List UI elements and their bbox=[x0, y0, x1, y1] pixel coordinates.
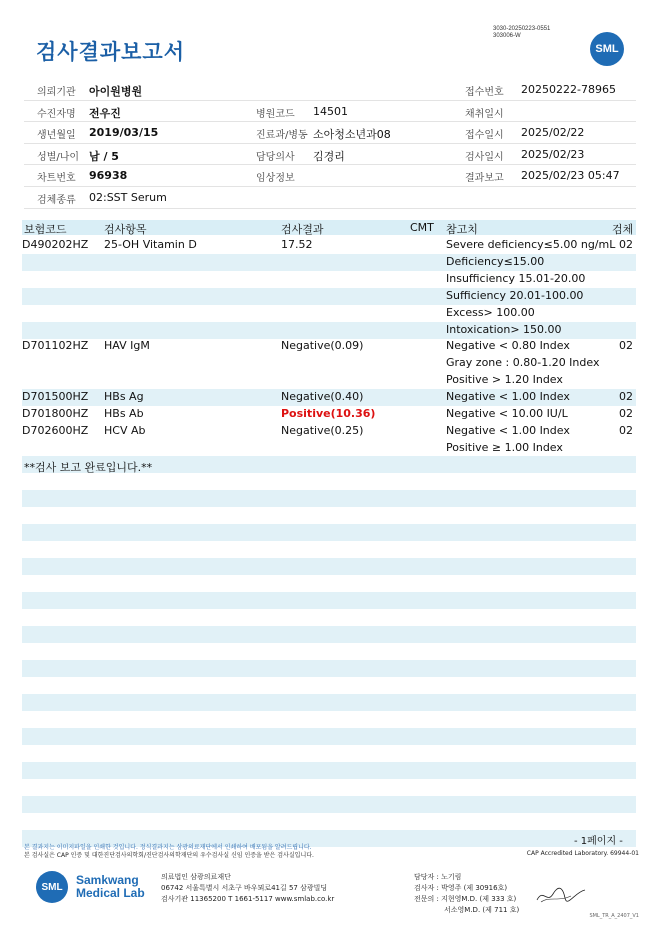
document-code-1: 3030-20250223-0551 bbox=[493, 26, 551, 32]
cell-reference: Positive ≥ 1.00 Index bbox=[446, 440, 563, 454]
dept-value: 소아청소년과08 bbox=[313, 128, 391, 142]
table-stripe bbox=[22, 660, 636, 677]
info-row bbox=[24, 79, 636, 101]
header-cmt: CMT bbox=[410, 221, 434, 234]
table-stripe bbox=[22, 626, 636, 643]
receipt-no-label: 접수번호 bbox=[465, 87, 504, 98]
collect-date-label: 채취일시 bbox=[465, 108, 504, 120]
sex-age-label: 성별/나이 bbox=[37, 151, 80, 163]
lab-staff bbox=[414, 872, 519, 916]
dept-label: 진료과/병동 bbox=[256, 130, 308, 142]
table-stripe bbox=[22, 592, 636, 609]
results-table-header bbox=[22, 220, 636, 235]
specimen-label: 검체종류 bbox=[37, 194, 76, 206]
lab-address bbox=[161, 872, 334, 905]
footer-sml-logo: SML bbox=[36, 871, 68, 903]
page-number: - 1페이지 - bbox=[574, 836, 623, 847]
doctor-label: 담당의사 bbox=[256, 151, 295, 163]
document-code bbox=[493, 26, 550, 40]
staff-line: 검사자 : 박영주 (제 30916호) bbox=[414, 884, 508, 892]
cell-code: D701500HZ bbox=[22, 390, 89, 404]
lab-name-line-1: Samkwang bbox=[76, 873, 139, 887]
cell-item: 25-OH Vitamin D bbox=[104, 238, 197, 251]
hospital-code-value: 14501 bbox=[313, 104, 348, 118]
info-row bbox=[24, 165, 636, 187]
receipt-date-value: 2025/02/22 bbox=[521, 126, 585, 140]
table-stripe bbox=[22, 728, 636, 745]
receipt-no-value: 20250222-78965 bbox=[521, 83, 616, 96]
cell-result: Negative(0.40) bbox=[281, 390, 364, 404]
staff-line: 서소영M.D. (제 711 호) bbox=[444, 906, 520, 914]
specimen-value: 02:SST Serum bbox=[89, 190, 167, 204]
institution-label: 의뢰기관 bbox=[37, 87, 76, 98]
cell-specimen: 02 bbox=[619, 339, 633, 353]
clinical-label: 임상정보 bbox=[256, 173, 295, 185]
cell-specimen: 02 bbox=[619, 238, 633, 251]
cell-specimen: 02 bbox=[619, 407, 633, 420]
lab-contact: 검사기관 11365200 T 1661-5117 www.smlab.co.kr bbox=[161, 895, 335, 903]
cell-reference: Deficiency≤15.00 bbox=[446, 254, 545, 268]
staff-line: 담당자 : 노기림 bbox=[414, 873, 462, 881]
cell-reference: Excess> 100.00 bbox=[446, 305, 535, 319]
table-stripe bbox=[22, 762, 636, 779]
cell-code: D490202HZ bbox=[22, 238, 89, 251]
report-complete-note: **검사 보고 완료입니다.** bbox=[24, 461, 153, 474]
table-stripe bbox=[22, 694, 636, 711]
cell-specimen: 02 bbox=[619, 390, 633, 404]
cell-code: D702600HZ bbox=[22, 423, 89, 437]
info-row bbox=[24, 101, 636, 123]
table-stripe bbox=[22, 524, 636, 541]
cell-result: Negative(0.09) bbox=[281, 339, 364, 353]
header-result: 검사결과 bbox=[281, 223, 324, 236]
test-date-label: 검사일시 bbox=[465, 151, 504, 163]
document-code-2: 303006-W bbox=[493, 33, 521, 39]
cell-reference: Negative < 0.80 Index bbox=[446, 339, 570, 353]
cell-item: HBs Ab bbox=[104, 407, 144, 420]
staff-line: 전문의 : 지현영M.D. (제 333 호) bbox=[414, 895, 517, 903]
chart-value: 96938 bbox=[89, 169, 128, 183]
cap-accreditation: CAP Accredited Laboratory. 69944-01 bbox=[526, 850, 639, 857]
lab-street: 06742 서울특별시 서초구 바우뫼로41길 57 삼광빌딩 bbox=[161, 884, 328, 892]
print-notice: 본 결과지는 이미지파일을 인쇄한 것입니다. 정식결과지는 삼광의료재단에서 인쇄하여 배포됨을 알려드립니다. bbox=[24, 844, 312, 851]
cell-item: HCV Ab bbox=[104, 423, 146, 437]
cell-item: HAV IgM bbox=[104, 339, 150, 353]
cell-result: Negative(0.25) bbox=[281, 423, 364, 437]
birth-label: 생년월일 bbox=[37, 130, 76, 142]
cell-reference: Gray zone : 0.80-1.20 Index bbox=[446, 356, 600, 370]
institution-value: 아이원병원 bbox=[89, 85, 143, 98]
header-specimen: 검체 bbox=[612, 223, 634, 236]
cell-code: D701102HZ bbox=[22, 339, 89, 353]
info-row bbox=[24, 187, 636, 209]
info-row bbox=[24, 144, 636, 166]
cell-reference: Severe deficiency≤5.00 ng/mL bbox=[446, 238, 616, 251]
report-date-label: 결과보고 bbox=[465, 173, 504, 185]
cell-reference: Intoxication> 150.00 bbox=[446, 322, 562, 336]
chart-label: 차트번호 bbox=[37, 173, 76, 185]
certification-notice: 본 검사실은 CAP 인증 및 대한진단검사의학회/진단검사의학재단의 우수검사실 신임 인증을 받은 검사실입니다. bbox=[24, 852, 314, 859]
cell-reference: Negative < 10.00 IU/L bbox=[446, 407, 568, 420]
header-item: 검사항목 bbox=[104, 223, 147, 236]
table-stripe bbox=[22, 490, 636, 507]
lab-name bbox=[76, 874, 145, 900]
report-title: 검사결과보고서 bbox=[36, 40, 186, 64]
sml-logo: SML bbox=[590, 32, 624, 66]
lab-name-line-2: Medical Lab bbox=[76, 886, 145, 900]
test-date-value: 2025/02/23 bbox=[521, 147, 585, 161]
report-date-value: 2025/02/23 05:47 bbox=[521, 169, 620, 183]
patient-info bbox=[24, 79, 636, 209]
patient-value: 전우진 bbox=[89, 106, 121, 120]
header-code: 보험코드 bbox=[24, 223, 67, 236]
form-version: SML_TR_A_2407_V1 bbox=[589, 913, 639, 919]
table-stripe bbox=[22, 558, 636, 575]
cell-reference: Sufficiency 20.01-100.00 bbox=[446, 288, 584, 302]
table-stripe bbox=[22, 796, 636, 813]
lab-org: 의료법인 삼광의료재단 bbox=[161, 873, 231, 881]
patient-label: 수진자명 bbox=[37, 108, 76, 120]
birth-value: 2019/03/15 bbox=[89, 126, 159, 140]
header-ref: 참고치 bbox=[446, 223, 478, 236]
cell-item: HBs Ag bbox=[104, 390, 144, 404]
receipt-date-label: 접수일시 bbox=[465, 130, 504, 142]
hospital-code-label: 병원코드 bbox=[256, 108, 295, 120]
cell-result: 17.52 bbox=[281, 238, 313, 251]
cell-reference: Insufficiency 15.01-20.00 bbox=[446, 271, 586, 285]
cell-reference: Negative < 1.00 Index bbox=[446, 390, 570, 404]
info-row bbox=[24, 122, 636, 144]
doctor-value: 김경리 bbox=[313, 149, 345, 163]
cell-code: D701800HZ bbox=[22, 407, 89, 420]
cell-result: Positive(10.36) bbox=[281, 407, 376, 420]
cell-reference: Negative < 1.00 Index bbox=[446, 423, 570, 437]
signature-icon bbox=[535, 884, 587, 906]
cell-reference: Positive > 1.20 Index bbox=[446, 373, 563, 387]
sex-age-value: 남 / 5 bbox=[89, 149, 119, 163]
cell-specimen: 02 bbox=[619, 423, 633, 437]
